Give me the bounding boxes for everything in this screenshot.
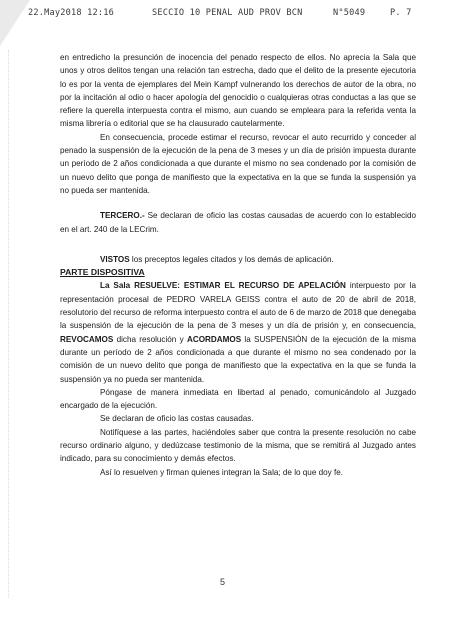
paragraph-costas: Se declaran de oficio las costas causadas.: [100, 414, 254, 424]
vistos-text: los preceptos legales citados y los demás de aplicación.: [129, 254, 334, 264]
fax-page: P. 7: [390, 8, 412, 18]
paragraph-tercero: [60, 209, 416, 236]
left-margin-mark: [8, 50, 17, 598]
fax-corner-shade: [0, 0, 30, 46]
paragraph-libertad: Póngase de manera inmediata en libertad al penado, comunicándolo al Juzgado encargado de la ejecución.: [60, 387, 416, 411]
paragraph-notifiquese: Notifíquese a las partes, haciéndoles saber que contra la presente resolución no cabe recurso ordinario alguno, y dedúzcase testimonio de la misma, que se remitirá al Juzgado antes indicado, para su conocimiento y demás efectos.: [60, 427, 416, 464]
resuelve-text-a: interpuesto por la representación procesal de PEDRO VARELA GEISS contra el auto de 20 de abril de 2018, resolutorio del recurso de reforma interpuesto contra el auto de 6 de marzo de 2018 que denegaba la suspensión de la ejecución de la pena de 3 meses y un día de prisión y, en consecuencia,: [60, 281, 417, 331]
tercero-label: TERCERO.-: [100, 211, 145, 221]
acordamos-label: ACORDAMOS: [186, 334, 242, 344]
paragraph-vistos: [60, 253, 416, 266]
fax-number: N°5049: [333, 8, 366, 18]
paragraph-firma: Así lo resuelven y firman quienes integran la Sala; de lo que doy fe.: [100, 467, 343, 477]
resuelve-text-c: dicha resolución y: [113, 334, 187, 344]
resuelve-label: La Sala RESUELVE: ESTIMAR EL RECURSO DE APELACIÓN: [100, 281, 346, 291]
vistos-label: VISTOS: [100, 254, 130, 264]
fax-header: [6, 8, 446, 22]
page-number: 5: [220, 577, 226, 587]
paragraph-consecuencia: En consecuencia, procede estimar el recurso, revocar el auto recurrido y conceder al penado la suspensión de la ejecución de la pena de 3 meses y un día de prisión impuesta durante un período de 2 años condicionada a que durante el mismo no sea condenado por la comisión de un nuevo delito que ponga de manifiesto que la expectativa en la que se funda la suspensión ya no pueda ser mantenida.: [60, 132, 416, 195]
document-body: [60, 51, 416, 479]
section-heading: PARTE DISPOSITIVA: [60, 267, 145, 278]
resuelve-text-d: la SUSPENSIÓN de la ejecución de la misma durante un período de 2 años condicionada a que durante el mismo no sea condenado por la comisión de un nuevo delito que ponga de manifiesto que la expectativa en la que se funda la suspensión ya no pueda ser mantenida.: [60, 334, 416, 384]
revocamos-label: REVOCAMOS: [60, 334, 114, 344]
fax-datetime: 22.May2018 12:16: [28, 8, 114, 18]
tercero-text: Se declaran de oficio las costas causadas de acuerdo con lo establecido en el art. 240 de la LECrim.: [60, 211, 416, 234]
fax-sender: SECCIO 10 PENAL AUD PROV BCN: [152, 8, 303, 18]
paragraph-resuelve: [60, 279, 416, 385]
paragraph-presuncion: en entredicho la presunción de inocencia del penado respecto de ellos. No aprecia la Sala que unos y otros delitos tengan una relación tan estrecha, dado que el delito de la presente ejecutoria lo es por la venta de ejemplares del Mein Kampf vulnerando los derechos de autor de la obra, no por la incitación al odio o hacer apología del genocidio o cualquieras otras conductas a las que se refiere la querella interpuesta contra el mismo, aun cuando se empleara para la referida venta la misma librería o editorial que se ha clausurado cautelarmente.: [60, 53, 416, 129]
